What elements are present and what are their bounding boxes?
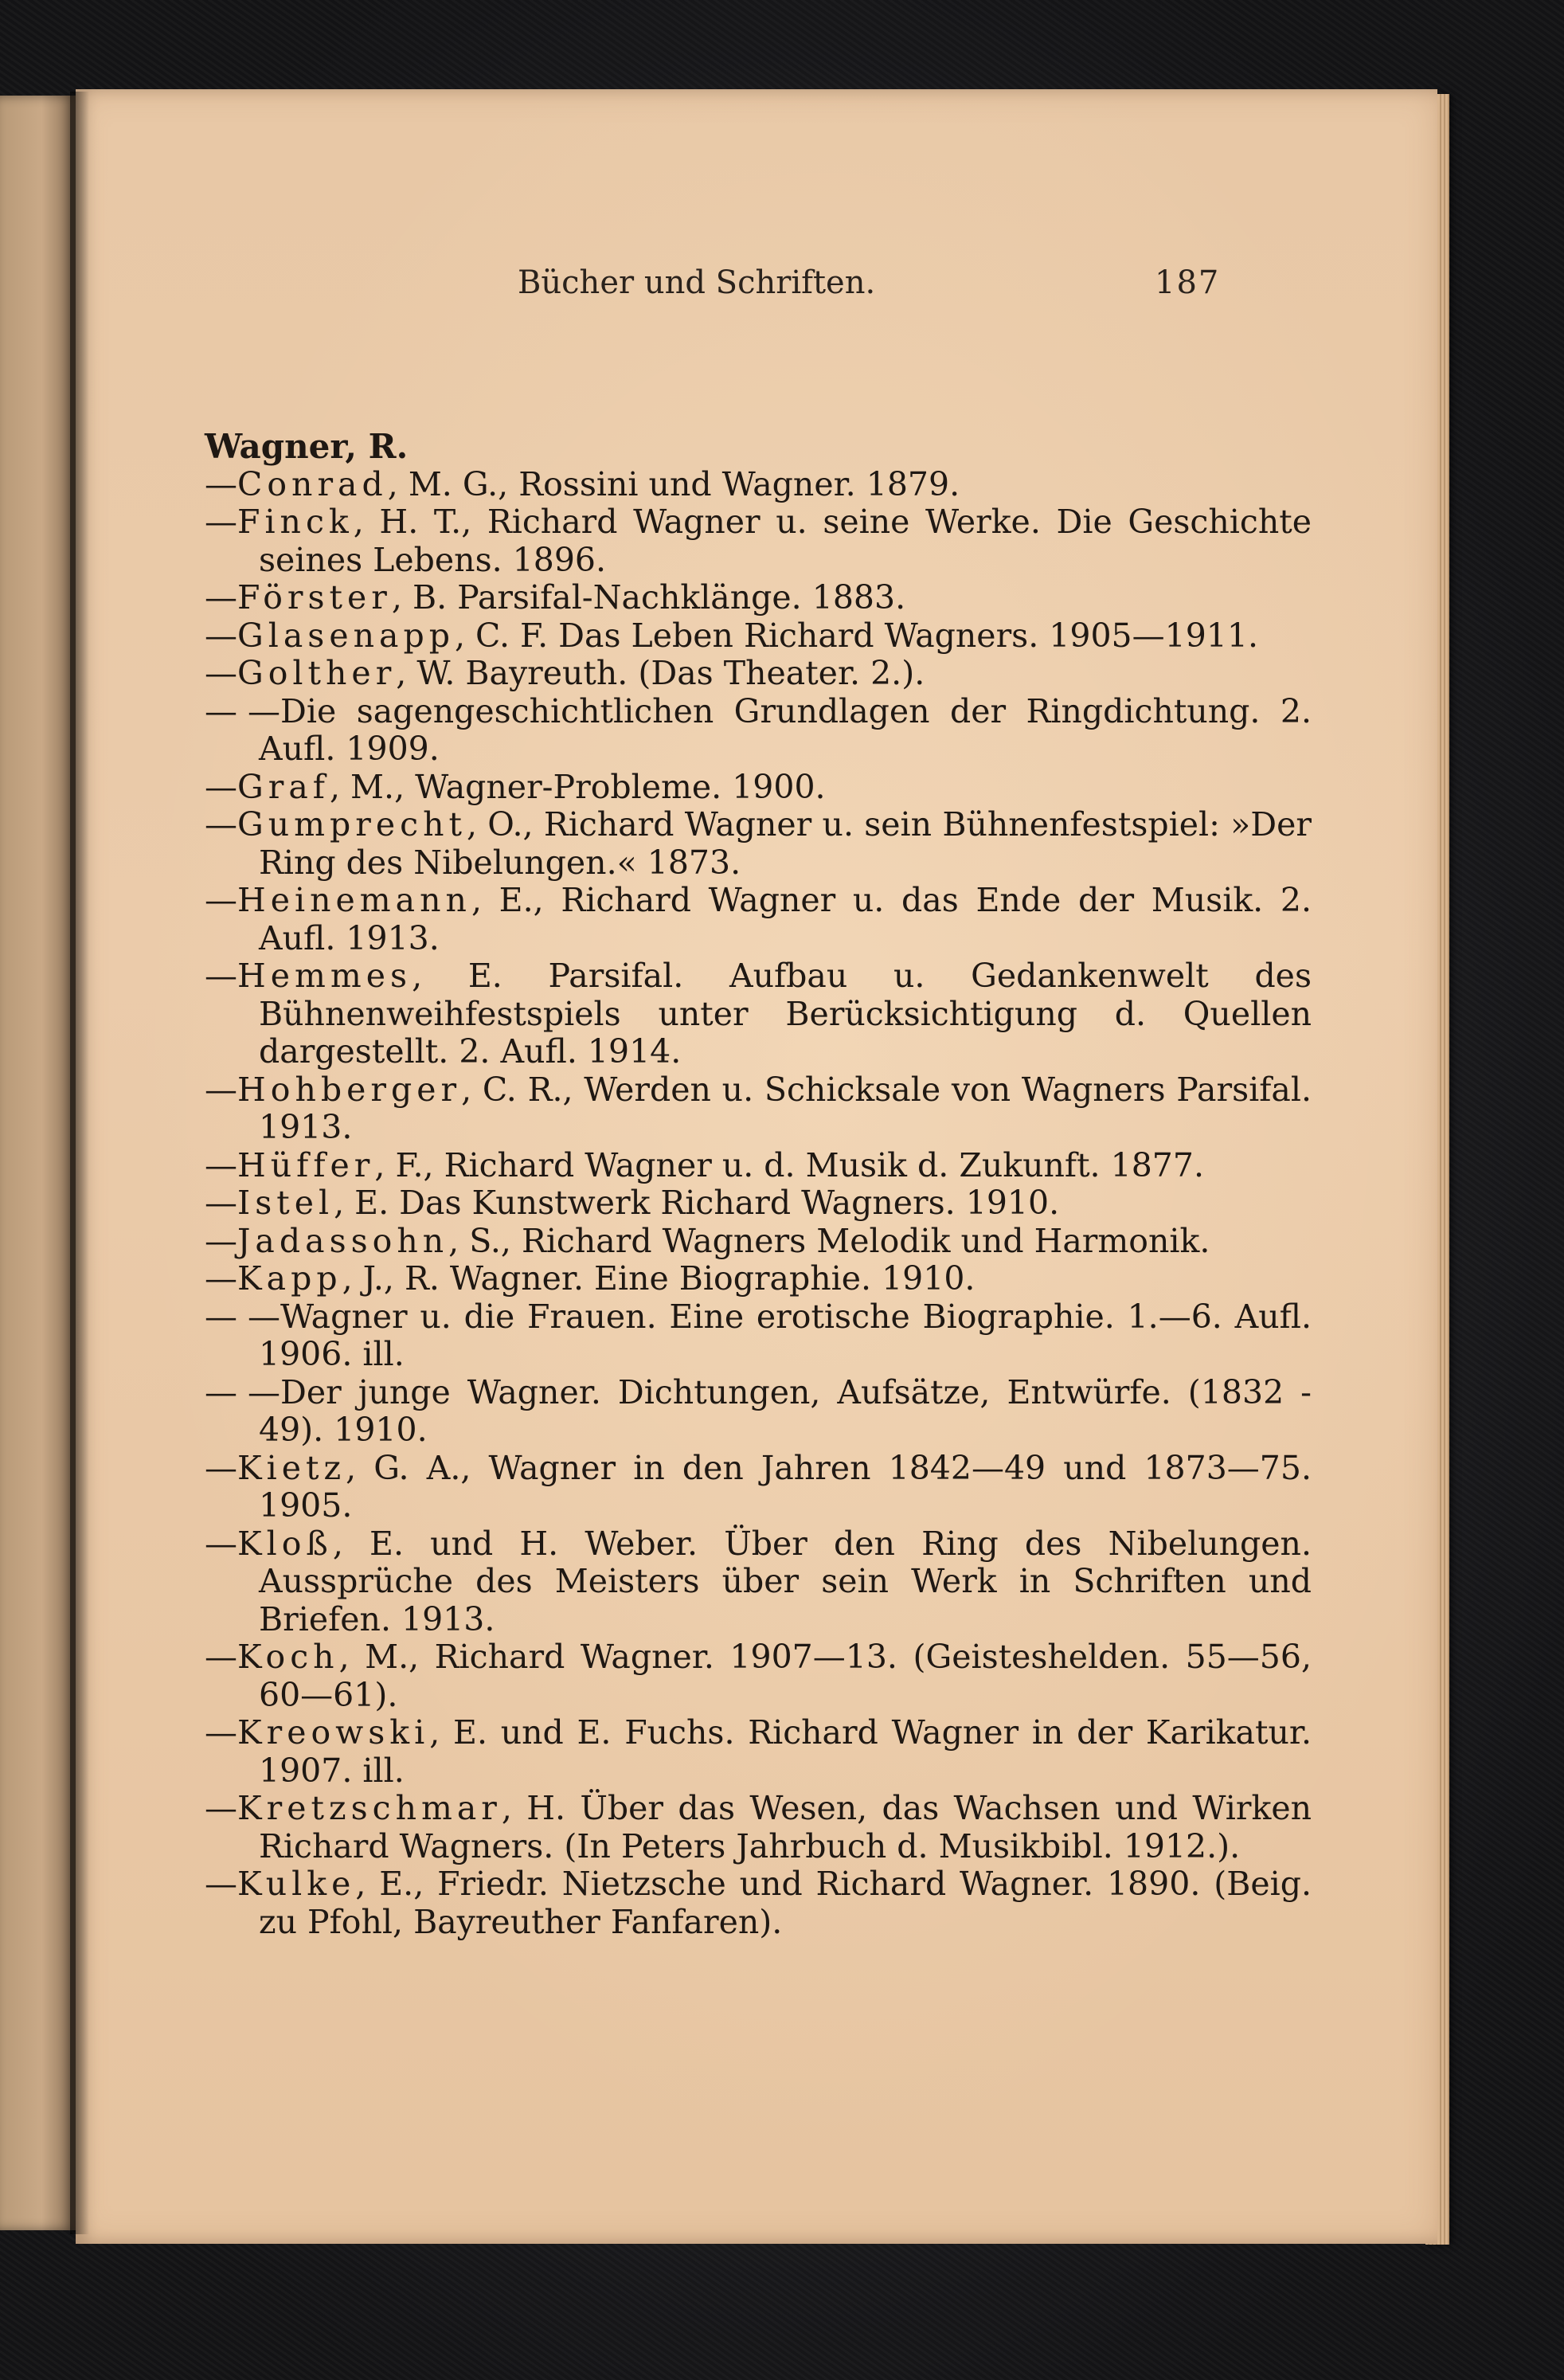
list-item — [205, 693, 1312, 769]
list-item — [205, 1260, 1312, 1298]
entry-text: Wagner u. die Frauen. Eine erotische Biographie. 1.—6. Aufl. 1906. ill. — [259, 1297, 1312, 1373]
facing-page-edge — [0, 96, 76, 2230]
entry-text: , E. und E. Fuchs. Richard Wagner in der Karikatur. 1907. ill. — [259, 1713, 1312, 1790]
list-item — [205, 466, 1312, 504]
entry-dash: — — [205, 1221, 237, 1260]
entry-text: , E., Friedr. Nietzsche und Richard Wagner. 1890. (Beig. zu Pfohl, Bayreuther Fanfaren). — [259, 1865, 1312, 1941]
entry-author: Hemmes — [237, 957, 413, 995]
entry-dash: — — [205, 1865, 237, 1903]
entry-dash: — — [205, 805, 237, 844]
list-item — [205, 1184, 1312, 1223]
entry-author: Golther — [237, 654, 397, 692]
entry-author: Hüffer — [237, 1145, 375, 1184]
entry-author: Conrad — [237, 464, 388, 503]
entry-author: Kietz — [237, 1448, 346, 1487]
entry-text: , B. Parsifal-Nachklänge. 1883. — [391, 578, 906, 617]
entry-text: , S., Richard Wagners Melodik und Harmonik. — [448, 1221, 1210, 1260]
list-item — [205, 1374, 1312, 1450]
entry-text: , G. A., Wagner in den Jahren 1842—49 und 1873—75. 1905. — [259, 1448, 1312, 1525]
list-item — [205, 655, 1312, 693]
entry-text: , H. Über das Wesen, das Wachsen und Wirken Richard Wagners. (In Peters Jahrbuch d. Musikbibl. 1912.). — [259, 1789, 1312, 1865]
entry-dash: — — [205, 1638, 237, 1676]
list-item — [205, 1638, 1312, 1714]
entry-dash: — — — [205, 691, 281, 730]
entry-dash: — — [205, 616, 237, 655]
entry-text: , M. G., Rossini und Wagner. 1879. — [387, 464, 960, 503]
entry-author: Kulke — [237, 1865, 356, 1903]
entry-author: Förster — [237, 578, 392, 617]
entry-text: , W. Bayreuth. (Das Theater. 2.). — [396, 654, 925, 692]
book-page — [76, 89, 1437, 2244]
list-item — [205, 617, 1312, 656]
entry-author: Heinemann — [237, 881, 471, 919]
entry-text: , M., Wagner-Probleme. 1900. — [329, 767, 826, 806]
entry-text: , C. R., Werden u. Schicksale von Wagners Parsifal. 1913. — [259, 1070, 1312, 1146]
entry-author: Kloß — [237, 1524, 333, 1563]
entry-author: Finck — [237, 503, 354, 541]
entry-dash: — — [205, 1259, 237, 1298]
bibliography-list — [205, 428, 1312, 1941]
entry-dash: — — [205, 654, 237, 692]
entry-dash: — — [205, 1713, 237, 1752]
list-item — [205, 957, 1312, 1071]
list-item — [205, 1147, 1312, 1185]
entry-dash: — — [205, 1524, 237, 1563]
entry-dash: — — — [205, 1297, 281, 1336]
list-item — [205, 1071, 1312, 1147]
page-number: 187 — [1155, 264, 1221, 301]
entry-author: Kreowski — [237, 1713, 430, 1752]
entry-dash: — — [205, 464, 237, 503]
list-item — [205, 806, 1312, 882]
list-item — [205, 1865, 1312, 1941]
list-item — [205, 1298, 1312, 1374]
entry-dash: — — [205, 578, 237, 617]
entry-author: Glasenapp — [237, 616, 455, 655]
entry-author: Jadassohn — [237, 1221, 449, 1260]
entry-author: Koch — [237, 1638, 339, 1676]
list-item — [205, 1790, 1312, 1865]
entry-author: Gumprecht — [237, 805, 467, 844]
list-item — [205, 579, 1312, 617]
section-heading: Wagner, R. — [205, 427, 409, 466]
entry-author: Hohberger — [237, 1070, 462, 1109]
entry-dash: — — [205, 767, 237, 806]
entry-text: , E., Richard Wagner u. das Ende der Musik. 2. Aufl. 1913. — [259, 881, 1312, 957]
entry-text: , E. Parsifal. Aufbau u. Gedankenwelt des Bühnenweihfestspiels unter Berücksichtigung d. Quellen dargestellt. 2. Aufl. 1914. — [259, 957, 1312, 1071]
entry-dash: — — — [205, 1372, 281, 1411]
entry-author: Kapp — [237, 1259, 342, 1298]
list-item — [205, 1223, 1312, 1261]
entry-text: , M., Richard Wagner. 1907—13. (Geisteshelden. 55—56, 60—61). — [259, 1638, 1312, 1714]
running-title: Bücher und Schriften. — [518, 264, 876, 301]
list-item — [205, 1450, 1312, 1525]
list-item — [205, 1525, 1312, 1639]
entry-author: Graf — [237, 767, 330, 806]
spine-shadow — [70, 92, 89, 2234]
entry-text: , J., R. Wagner. Eine Biographie. 1910. — [342, 1259, 976, 1298]
list-item — [205, 769, 1312, 807]
list-item — [205, 882, 1312, 957]
entry-dash: — — [205, 957, 237, 995]
entry-text: , F., Richard Wagner u. d. Musik d. Zukunft. 1877. — [374, 1145, 1204, 1184]
list-item — [205, 503, 1312, 579]
entry-text: , H. T., Richard Wagner u. seine Werke. Die Geschichte seines Lebens. 1896. — [259, 503, 1312, 579]
list-item — [205, 1714, 1312, 1790]
entry-text: , O., Richard Wagner u. sein Bühnenfestspiel: »Der Ring des Nibelungen.« 1873. — [259, 805, 1312, 882]
entry-text: Der junge Wagner. Dichtungen, Aufsätze, Entwürfe. (1832 - 49). 1910. — [259, 1372, 1312, 1449]
entry-dash: — — [205, 1448, 237, 1487]
entry-author: Istel — [237, 1184, 334, 1222]
entry-dash: — — [205, 1145, 237, 1184]
entry-dash: — — [205, 1184, 237, 1222]
entry-text: , E. Das Kunstwerk Richard Wagners. 1910. — [334, 1184, 1060, 1222]
entry-author: Kretzschmar — [237, 1789, 502, 1827]
entry-dash: — — [205, 881, 237, 919]
entry-dash: — — [205, 1070, 237, 1109]
entry-dash: — — [205, 1789, 237, 1827]
entry-text: , C. F. Das Leben Richard Wagners. 1905—1911. — [454, 616, 1258, 655]
entry-dash: — — [205, 503, 237, 541]
entry-text: , E. und H. Weber. Über den Ring des Nibelungen. Aussprüche des Meisters über sein Werk in Schriften und Briefen. 1913. — [259, 1524, 1312, 1638]
entry-text: Die sagengeschichtlichen Grundlagen der Ringdichtung. 2. Aufl. 1909. — [259, 691, 1312, 768]
